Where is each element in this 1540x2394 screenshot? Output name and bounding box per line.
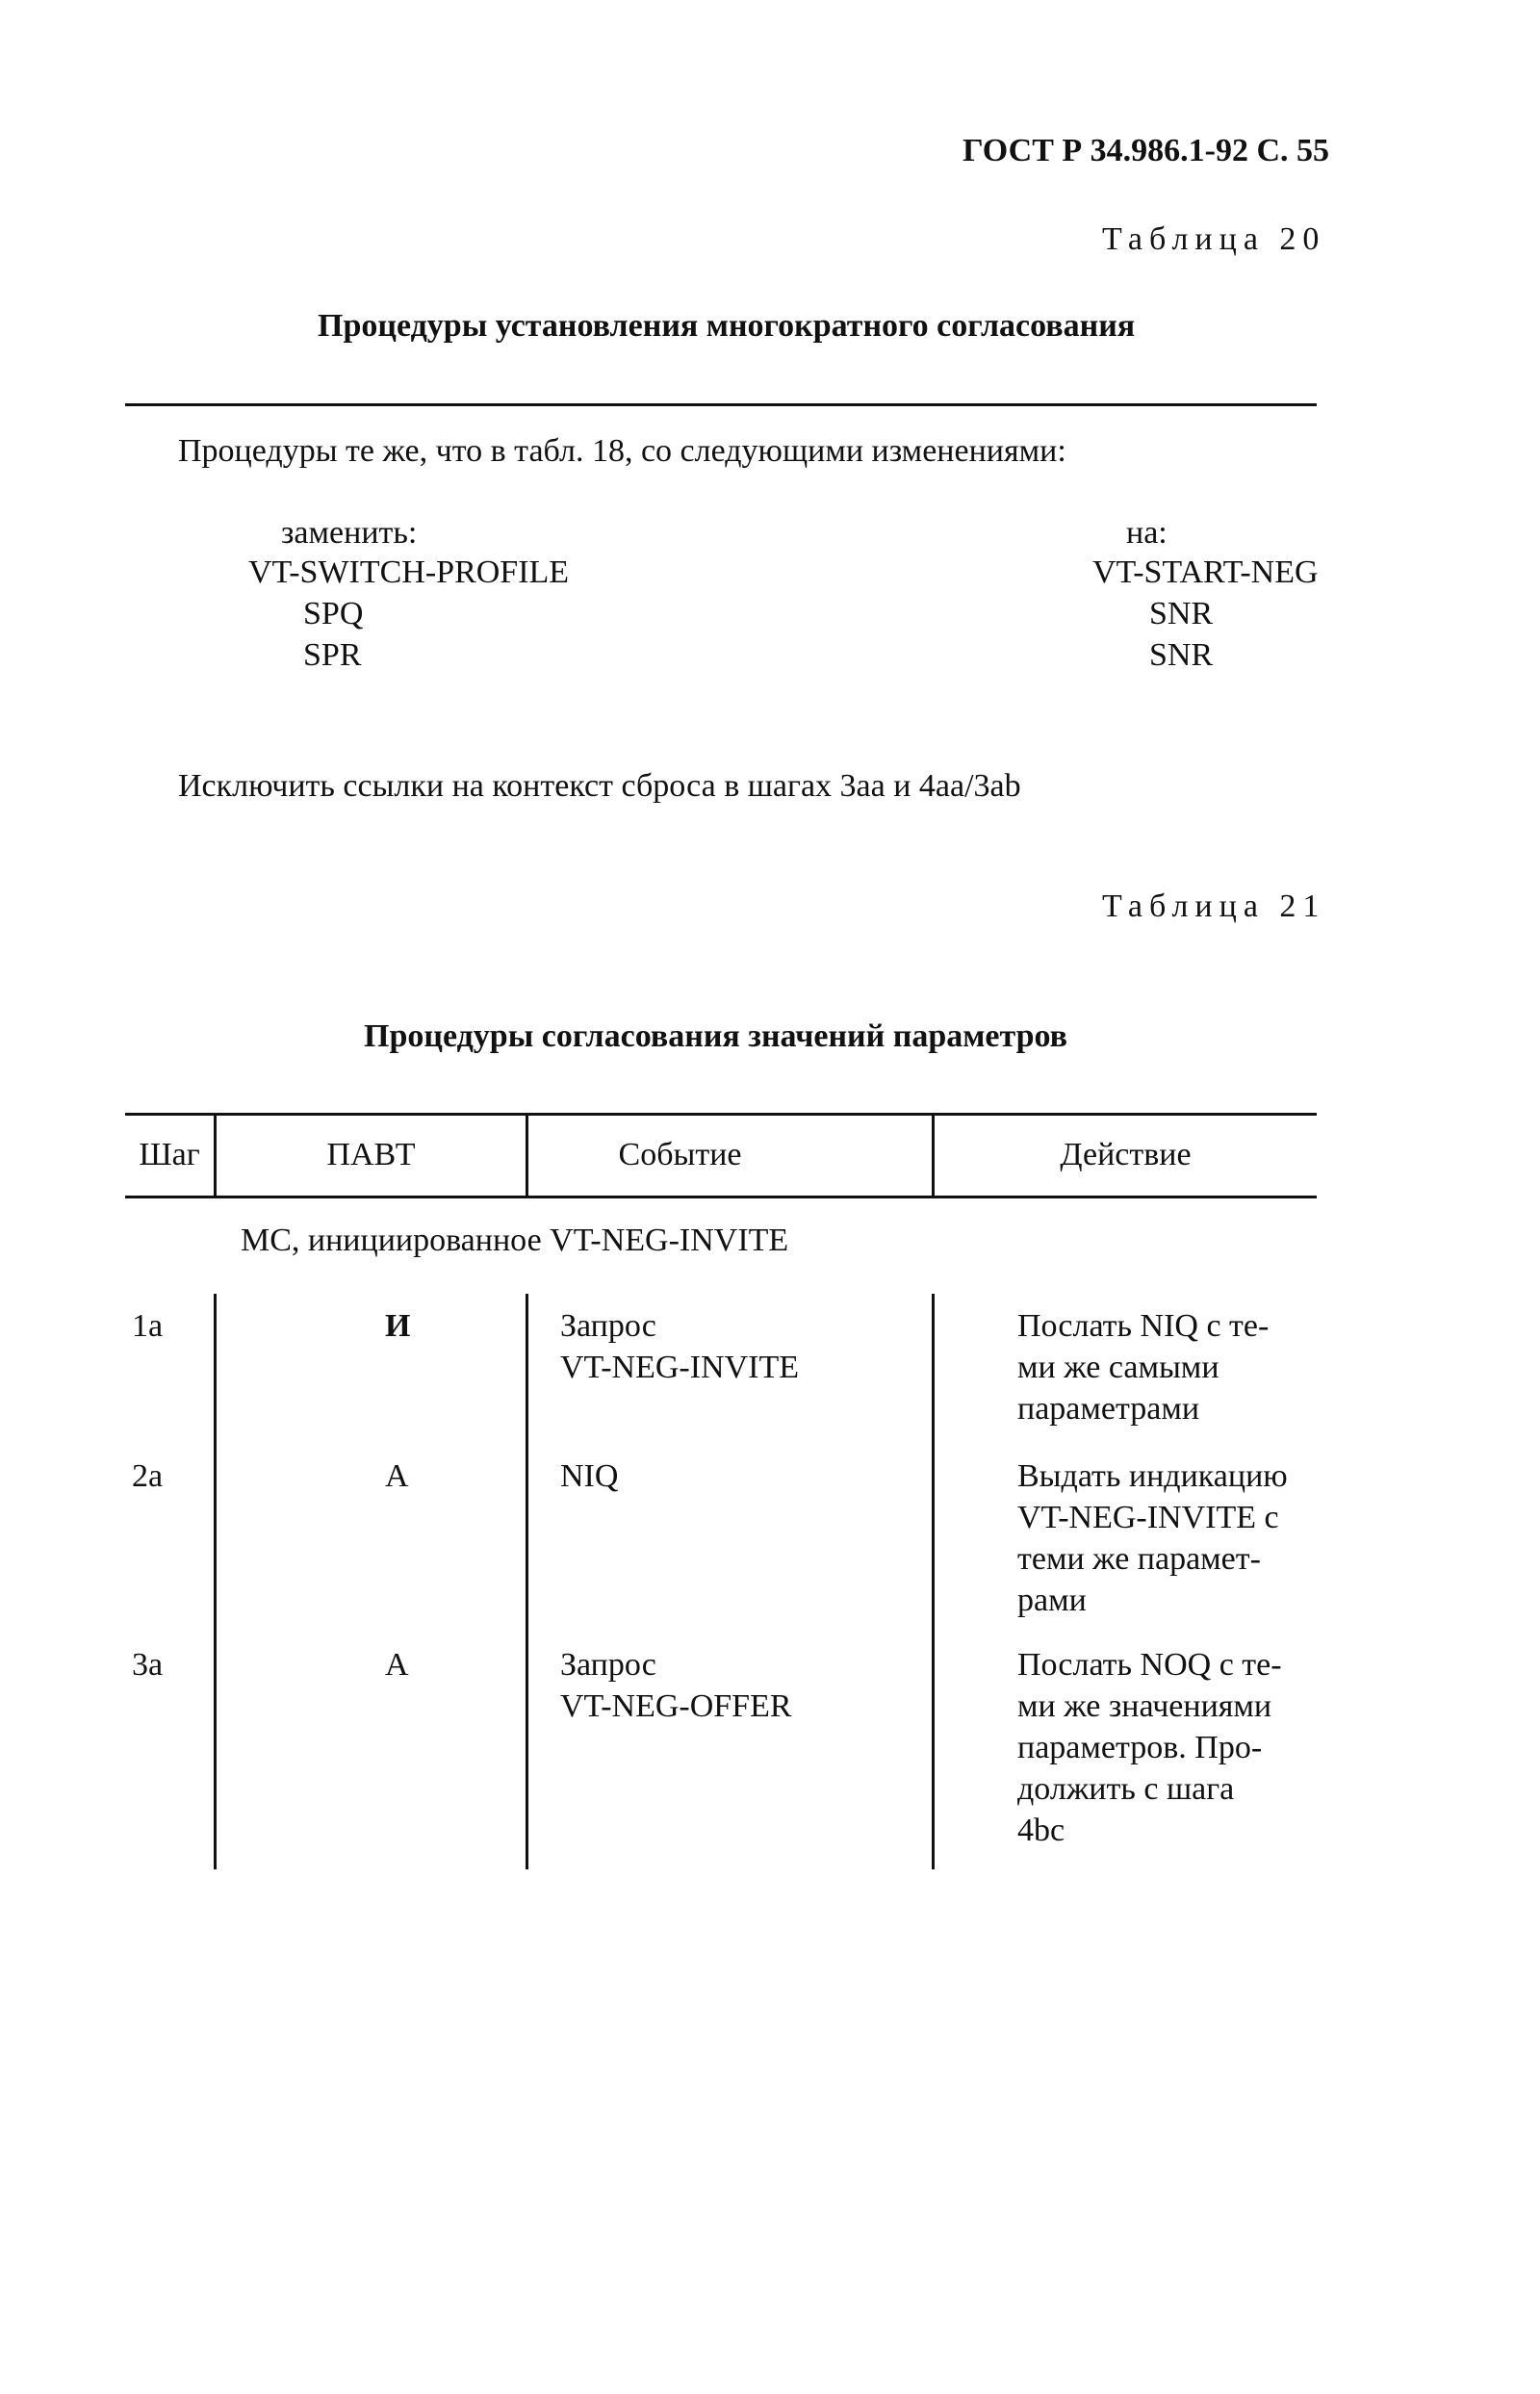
action-cell [1017,1644,1282,1851]
column-header-pavt: ПАВТ [326,1137,416,1172]
column-divider [932,1294,935,1869]
table-21-top-rule [125,1113,1317,1116]
column-header-action: Действие [1060,1137,1192,1172]
table-20-label: Таблица 20 [1102,221,1326,257]
column-divider [214,1294,217,1869]
with-label: на: [1126,515,1168,551]
table-20-title: Процедуры установления многократного согласования [318,308,1136,344]
table-20-top-rule [125,403,1317,406]
action-line: параметрами [1017,1391,1200,1427]
action-cell [1017,1305,1269,1429]
action-line: Выдать индикацию [1017,1458,1288,1494]
event-line: Запрос [560,1647,656,1683]
with-item: SNR [1149,637,1214,673]
step-cell: 2a [132,1458,164,1494]
step-cell: 1a [132,1308,164,1344]
table-21-title: Процедуры согласования значений параметров [364,1018,1068,1054]
replace-label: заменить: [281,515,418,551]
action-line: 4bc [1017,1813,1065,1848]
event-line: VT-NEG-INVITE [560,1350,800,1385]
column-divider [526,1294,528,1869]
column-header-event: Событие [618,1137,742,1172]
page-header: ГОСТ Р 34.986.1-92 С. 55 [962,133,1330,168]
event-cell [560,1455,618,1497]
action-line: Послать NIQ с те- [1017,1308,1270,1344]
action-cell [1017,1455,1288,1621]
event-line: NIQ [560,1458,619,1494]
pavt-cell: А [385,1458,409,1494]
event-cell [560,1644,792,1727]
table-20-note: Исключить ссылки на контекст сброса в шагах 3aa и 4aa/3ab [178,768,1021,804]
action-line: Послать NOQ с те- [1017,1647,1282,1683]
step-cell: 3a [132,1647,164,1683]
action-line: ми же значениями [1017,1688,1272,1724]
action-line: должить с шага [1017,1771,1235,1807]
section-heading: МС, инициированное VT-NEG-INVITE [241,1223,789,1258]
replace-item: SPR [303,637,362,673]
event-cell [560,1305,799,1388]
action-line: рами [1017,1583,1087,1618]
action-line: VT-NEG-INVITE с [1017,1500,1279,1535]
action-line: ми же самыми [1017,1350,1219,1385]
action-line: теми же парамет- [1017,1541,1261,1577]
with-item: SNR [1149,596,1214,631]
event-line: Запрос [560,1308,656,1344]
column-header-step: Шаг [139,1137,200,1172]
table-21-label: Таблица 21 [1102,888,1326,924]
pavt-cell: И [385,1308,411,1344]
replace-item: SPQ [303,596,364,631]
action-line: параметров. Про- [1017,1730,1263,1765]
event-line: VT-NEG-OFFER [560,1688,792,1724]
table-20-intro: Процедуры те же, что в табл. 18, со следующими изменениями: [178,433,1066,469]
with-item: VT-START-NEG [1092,554,1319,590]
pavt-cell: А [385,1647,409,1683]
replace-item: VT-SWITCH-PROFILE [248,554,570,590]
table-21-header-rule [125,1196,1317,1198]
